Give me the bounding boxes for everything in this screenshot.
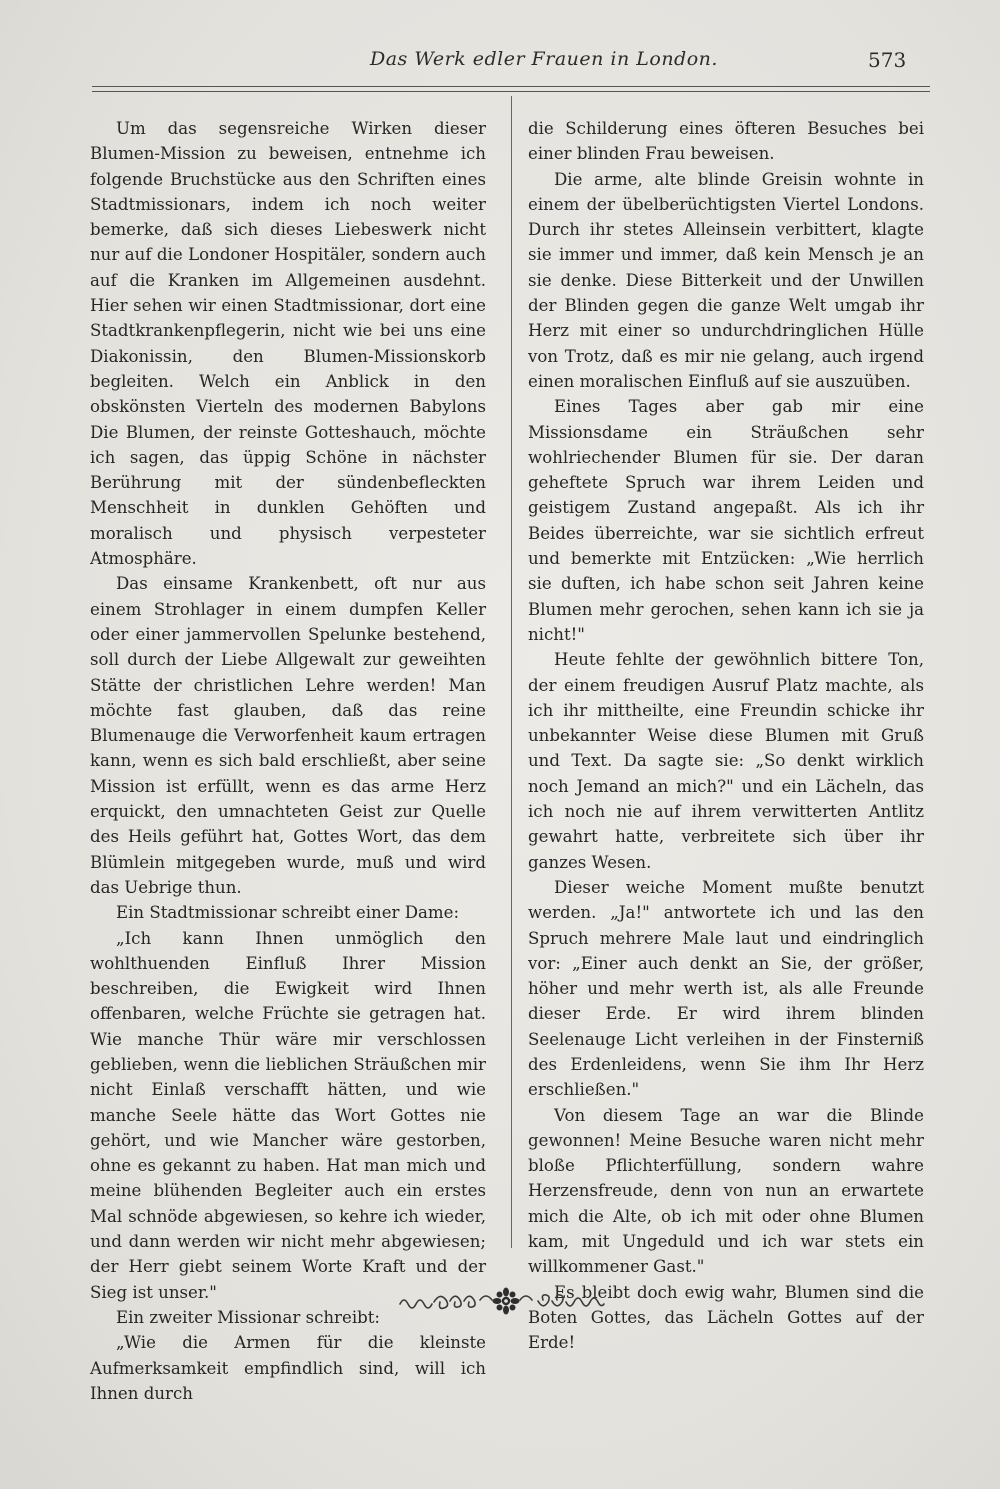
paragraph: Heute fehlte der gewöhnlich bittere Ton, der einem freudigen Ausruf Platz machte, als ich ihr mittheilte, eine Freundin schicke ihr unbekannter Weise diese Blumen mit Gruß und Text. Da sagte sie: „So denkt wirklich noch Jemand an mich?" und ein Lächeln, das ich noch nie auf ihrem verwitterten Antlitz gewahrt hatte, verbreitete sich über ihr ganzes Wesen. — [528, 650, 924, 872]
paragraph: Es bleibt doch ewig wahr, Blumen sind die Boten Gottes, das Lächeln Gottes auf der Erde! — [528, 1282, 924, 1353]
paragraph: Von diesem Tage an war die Blinde gewonnen! Meine Besuche waren nicht mehr bloße Pflichterfüllung, sondern wahre Herzensfreude, denn von nun an erwartete mich die Alte, ob ich mit oder ohne Blumen kam, mit Ungeduld und ich war stets ein willkommener Gast." — [528, 1105, 924, 1277]
paragraph: Das einsame Krankenbett, oft nur aus einem Strohlager in einem dumpfen Keller oder einer jammervollen Spelunke bestehend, soll durch der Liebe Allgewalt zur geweihten Stätte der christlichen Lehre werden! Man möchte fast glauben, daß das reine Blumenauge die Verworfenheit kaum ertragen kann, wenn es sich bald erschließt, aber seine Mission ist erfüllt, wenn es das arme Herz erquickt, den umnachteten Geist zur Quelle des Heils geführt hat, Gottes Wort, das dem Blümlein mitgegeben wurde, muß und wird das Uebrige thun. — [90, 574, 486, 897]
left-column — [90, 116, 486, 1406]
paragraph: Ein Stadtmissionar schreibt einer Dame: — [116, 903, 460, 923]
paragraph: Eines Tages aber gab mir eine Missionsdame ein Sträußchen sehr wohlriechender Blumen für sie. Der daran geheftete Spruch war ihrem Leiden und geistigem Zustand angepaßt. Als ich ihr Beides überreichte, war sie sichtlich erfreut und bemerkte mit Entzücken: „Wie herrlich sie duften, ich habe schon seit Jahren keine Blumen mehr gerochen, sehen kann ich sie ja nicht!" — [528, 397, 924, 644]
floral-tailpiece-icon — [398, 1286, 614, 1320]
paragraph: Ein zweiter Missionar schreibt: — [116, 1307, 381, 1327]
paragraph: „Ich kann Ihnen unmöglich den wohlthuenden Einfluß Ihrer Mission beschreiben, die Ewigkeit wird Ihnen offenbaren, welche Früchte sie getragen hat. Wie manche Thür wäre mir verschlossen geblieben, wenn die lieblichen Sträußchen mir nicht Einlaß verschafft hätten, und wie manche Seele hätte das Wort Gottes nie gehört, und wie Mancher wäre gestorben, ohne es gekannt zu haben. Hat man mich und meine blühenden Begleiter auch ein erstes Mal schnöde abgewiesen, so kehre ich wieder, und dann werden wir nicht mehr abgewiesen; der Herr giebt seinem Worte Kraft und der Sieg ist unser." — [90, 928, 486, 1302]
paragraph: Die arme, alte blinde Greisin wohnte in einem der übelberüchtigsten Viertel Londons. Durch ihr stetes Alleinsein verbittert, klagte sie immer und immer, daß kein Mensch je an sie denke. Diese Bitterkeit und der Unwillen der Blinden gegen die ganze Welt umgab ihr Herz mit einer so undurchdringlichen Hülle von Trotz, daß es mir nie gelang, auch irgend einen moralischen Einfluß auf sie auszuüben. — [528, 169, 924, 391]
paragraph: „Wie die Armen für die kleinste Aufmerksamkeit empfindlich sind, will ich Ihnen durch — [90, 1333, 486, 1403]
running-title: Das Werk edler Frauen in London. — [370, 48, 718, 70]
paragraph: Dieser weiche Moment mußte benutzt werden. „Ja!" antwortete ich und las den Spruch mehrere Male laut und eindringlich vor: „Einer auch denkt an Sie, der größer, höher und mehr werth ist, als alle Freunde dieser Erde. Er wird ihrem blinden Seelenauge Licht verleihen in der Finsterniß des Erdenleidens, wenn Sie ihm Ihr Herz erschließen." — [528, 877, 924, 1100]
header-double-rule — [92, 86, 930, 92]
paragraph: die Schilderung eines öfteren Besuches bei einer blinden Frau beweisen. — [528, 119, 924, 164]
paragraph: Um das segensreiche Wirken dieser Blumen-Mission zu beweisen, entnehme ich folgende Bruchstücke aus den Schriften eines Stadtmissionars, indem ich noch weiter bemerke, daß sich dieses Liebeswerk nicht nur auf die Londoner Hospitäler, sondern auch auf die Kranken im Allgemeinen ausdehnt. Hier sehen wir einen Stadtmissionar, dort eine Stadtkrankenpflegerin, nicht wie bei uns eine Diakonissin, den Blumen-Missionskorb begleiten. Welch ein Anblick in den obskönsten Vierteln des modernen Babylons Die Blumen, der reinste Gotteshauch, möchte ich sagen, das üppig Schöne in nächster Berührung mit der sündenbefleckten Menschheit in dunklen Gehöften und moralisch und physisch verpesteter Atmosphäre. — [90, 119, 486, 569]
page-number: 573 — [868, 48, 907, 72]
right-column — [528, 116, 924, 1356]
column-divider — [511, 96, 512, 1248]
